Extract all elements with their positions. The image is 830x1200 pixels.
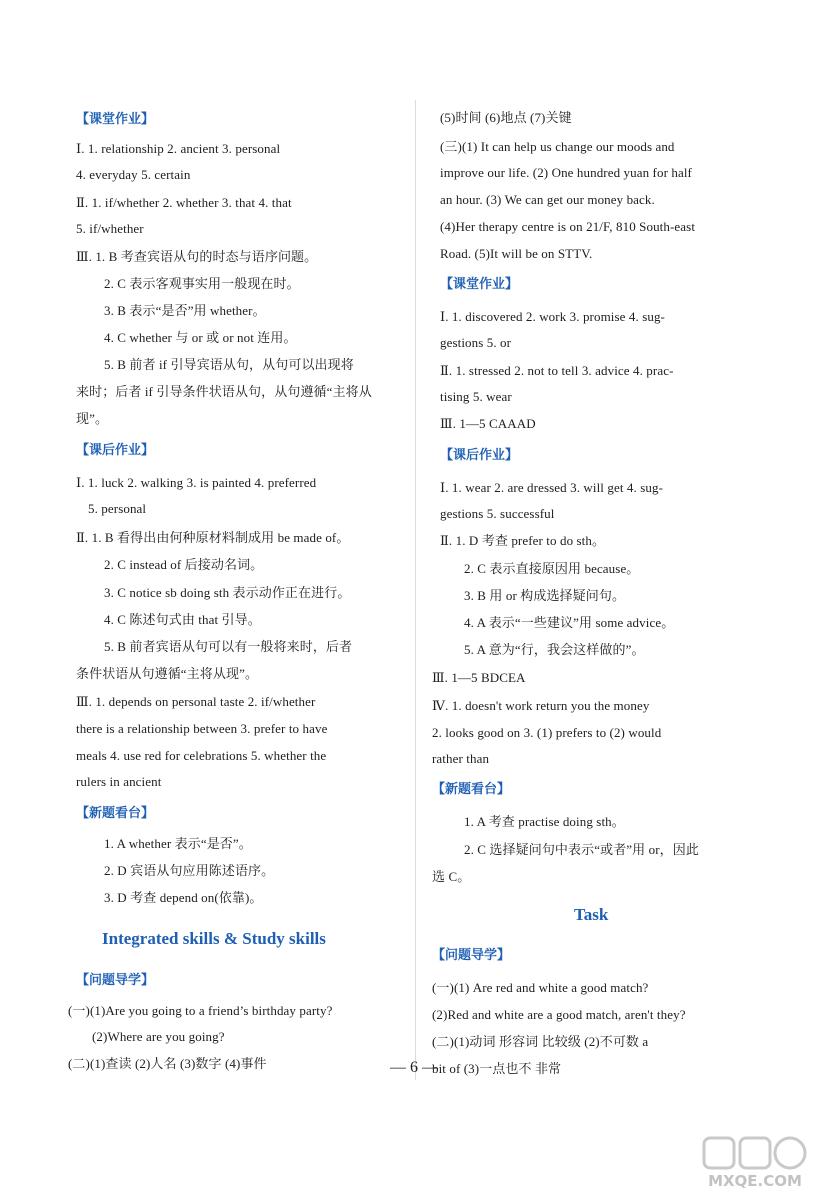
answer-line: rather than <box>432 751 490 766</box>
answer-line: 3. D 考查 depend on(依靠)。 <box>104 890 263 905</box>
answer-line: (2)Where are you going? <box>92 1029 225 1044</box>
answer-line: 4. C whether 与 or 或 or not 连用。 <box>104 330 297 345</box>
answer-line: (二)(1)查读 (2)人名 (3)数字 (4)事件 <box>68 1056 267 1071</box>
answer-line: (二)(1)动词 形容词 比较级 (2)不可数 a <box>432 1034 649 1049</box>
watermark-text: MXQE.COM <box>708 1172 802 1190</box>
answer-line: 1. A whether 表示“是否”。 <box>104 836 252 851</box>
answer-line: Ⅲ. 1. depends on personal taste 2. if/whether <box>76 694 316 709</box>
heading-classwork: 【课堂作业】 <box>440 277 519 292</box>
answer-line: Ⅱ. 1. stressed 2. not to tell 3. advice 4. prac- <box>440 363 674 378</box>
answer-line: Ⅲ. 1—5 BDCEA <box>432 670 526 685</box>
answer-line: tising 5. wear <box>440 389 512 404</box>
section-title: Task <box>574 905 609 924</box>
heading-new-questions: 【新题看台】 <box>76 806 155 821</box>
answer-line: Ⅰ. 1. luck 2. walking 3. is painted 4. preferred <box>76 475 317 490</box>
answer-line: 条件状语从句遵循“主将从现”。 <box>76 666 259 681</box>
heading-homework: 【课后作业】 <box>76 443 155 458</box>
answer-line: 现”。 <box>76 411 109 426</box>
answer-line: (一)(1)Are you going to a friend’s birthday party? <box>68 1003 333 1018</box>
answer-line: Ⅱ. 1. D 考查 prefer to do sth。 <box>440 533 606 548</box>
answer-line: (5)时间 (6)地点 (7)关键 <box>440 110 572 125</box>
heading-guided-questions: 【问题导学】 <box>432 948 511 963</box>
answer-line: meals 4. use red for celebrations 5. whether the <box>76 748 327 763</box>
answer-line: 2. C 表示客观事实用一般现在时。 <box>104 276 300 291</box>
answer-line: Ⅲ. 1. B 考查宾语从句的时态与语序问题。 <box>76 249 318 264</box>
answer-line: (2)Red and white are a good match, aren't they? <box>432 1007 686 1022</box>
answer-line: Ⅰ. 1. relationship 2. ancient 3. personal <box>76 141 281 156</box>
answer-line: gestions 5. successful <box>440 506 555 521</box>
page-number: — 6 — <box>390 1059 438 1076</box>
answer-line: 5. B 前者宾语从句可以有一般将来时，后者 <box>104 639 353 654</box>
answer-line: 来时；后者 if 引导条件状语从句，从句遵循“主将从 <box>76 384 372 399</box>
watermark-icon <box>700 1132 810 1176</box>
answer-line: gestions 5. or <box>440 335 512 350</box>
answer-line: 5. if/whether <box>76 221 144 236</box>
answer-line: 4. A 表示“一些建议”用 some advice。 <box>464 615 675 630</box>
answer-line: rulers in ancient <box>76 774 162 789</box>
answer-line: 3. B 表示“是否”用 whether。 <box>104 303 266 318</box>
answer-line: Ⅱ. 1. if/whether 2. whether 3. that 4. that <box>76 195 292 210</box>
answer-line: Ⅳ. 1. doesn't work return you the money <box>432 698 650 713</box>
answer-line: 4. C 陈述句式由 that 引导。 <box>104 612 261 627</box>
watermark-logo <box>700 1132 810 1192</box>
answer-line: 3. C notice sb doing sth 表示动作正在进行。 <box>104 585 351 600</box>
answer-line: 2. looks good on 3. (1) prefers to (2) would <box>432 725 662 740</box>
answer-line: 5. personal <box>88 501 147 516</box>
heading-homework: 【课后作业】 <box>440 448 519 463</box>
answer-line: there is a relationship between 3. prefer to have <box>76 721 328 736</box>
answer-line: 5. A 意为“行，我会这样做的”。 <box>464 642 645 657</box>
answer-line: Ⅰ. 1. wear 2. are dressed 3. will get 4. sug- <box>440 480 663 495</box>
column-divider <box>415 100 416 1080</box>
answer-line: bit of (3)一点也不 非常 <box>432 1061 562 1076</box>
answer-line: (4)Her therapy centre is on 21/F, 810 South-east <box>440 219 696 234</box>
answer-line: an hour. (3) We can get our money back. <box>440 192 655 207</box>
answer-line: Road. (5)It will be on STTV. <box>440 246 593 261</box>
section-title: Integrated skills & Study skills <box>102 929 326 948</box>
answer-line: 2. C 表示直接原因用 because。 <box>464 561 640 576</box>
heading-classwork: 【课堂作业】 <box>76 112 155 127</box>
answer-line: Ⅲ. 1—5 CAAAD <box>440 416 536 431</box>
answer-line: 2. D 宾语从句应用陈述语序。 <box>104 863 275 878</box>
answer-line: 2. C 选择疑问句中表示“或者”用 or，因此 <box>464 842 699 857</box>
answer-line: improve our life. (2) One hundred yuan for half <box>440 165 692 180</box>
answer-line: 2. C instead of 后接动名词。 <box>104 557 264 572</box>
answer-line: Ⅰ. 1. discovered 2. work 3. promise 4. sug- <box>440 309 665 324</box>
answer-line: (一)(1) Are red and white a good match? <box>432 980 649 995</box>
answer-line: (三)(1) It can help us change our moods and <box>440 139 675 154</box>
answer-line: 选 C。 <box>432 869 471 884</box>
answer-line: 4. everyday 5. certain <box>76 167 191 182</box>
answer-line: Ⅱ. 1. B 看得出由何种原材料制成用 be made of。 <box>76 530 350 545</box>
answer-line: 3. B 用 or 构成选择疑问句。 <box>464 588 626 603</box>
heading-guided-questions: 【问题导学】 <box>76 973 155 988</box>
heading-new-questions: 【新题看台】 <box>432 782 511 797</box>
answer-line: 5. B 前者 if 引导宾语从句，从句可以出现将 <box>104 357 354 372</box>
answer-line: 1. A 考查 practise doing sth。 <box>464 814 625 829</box>
